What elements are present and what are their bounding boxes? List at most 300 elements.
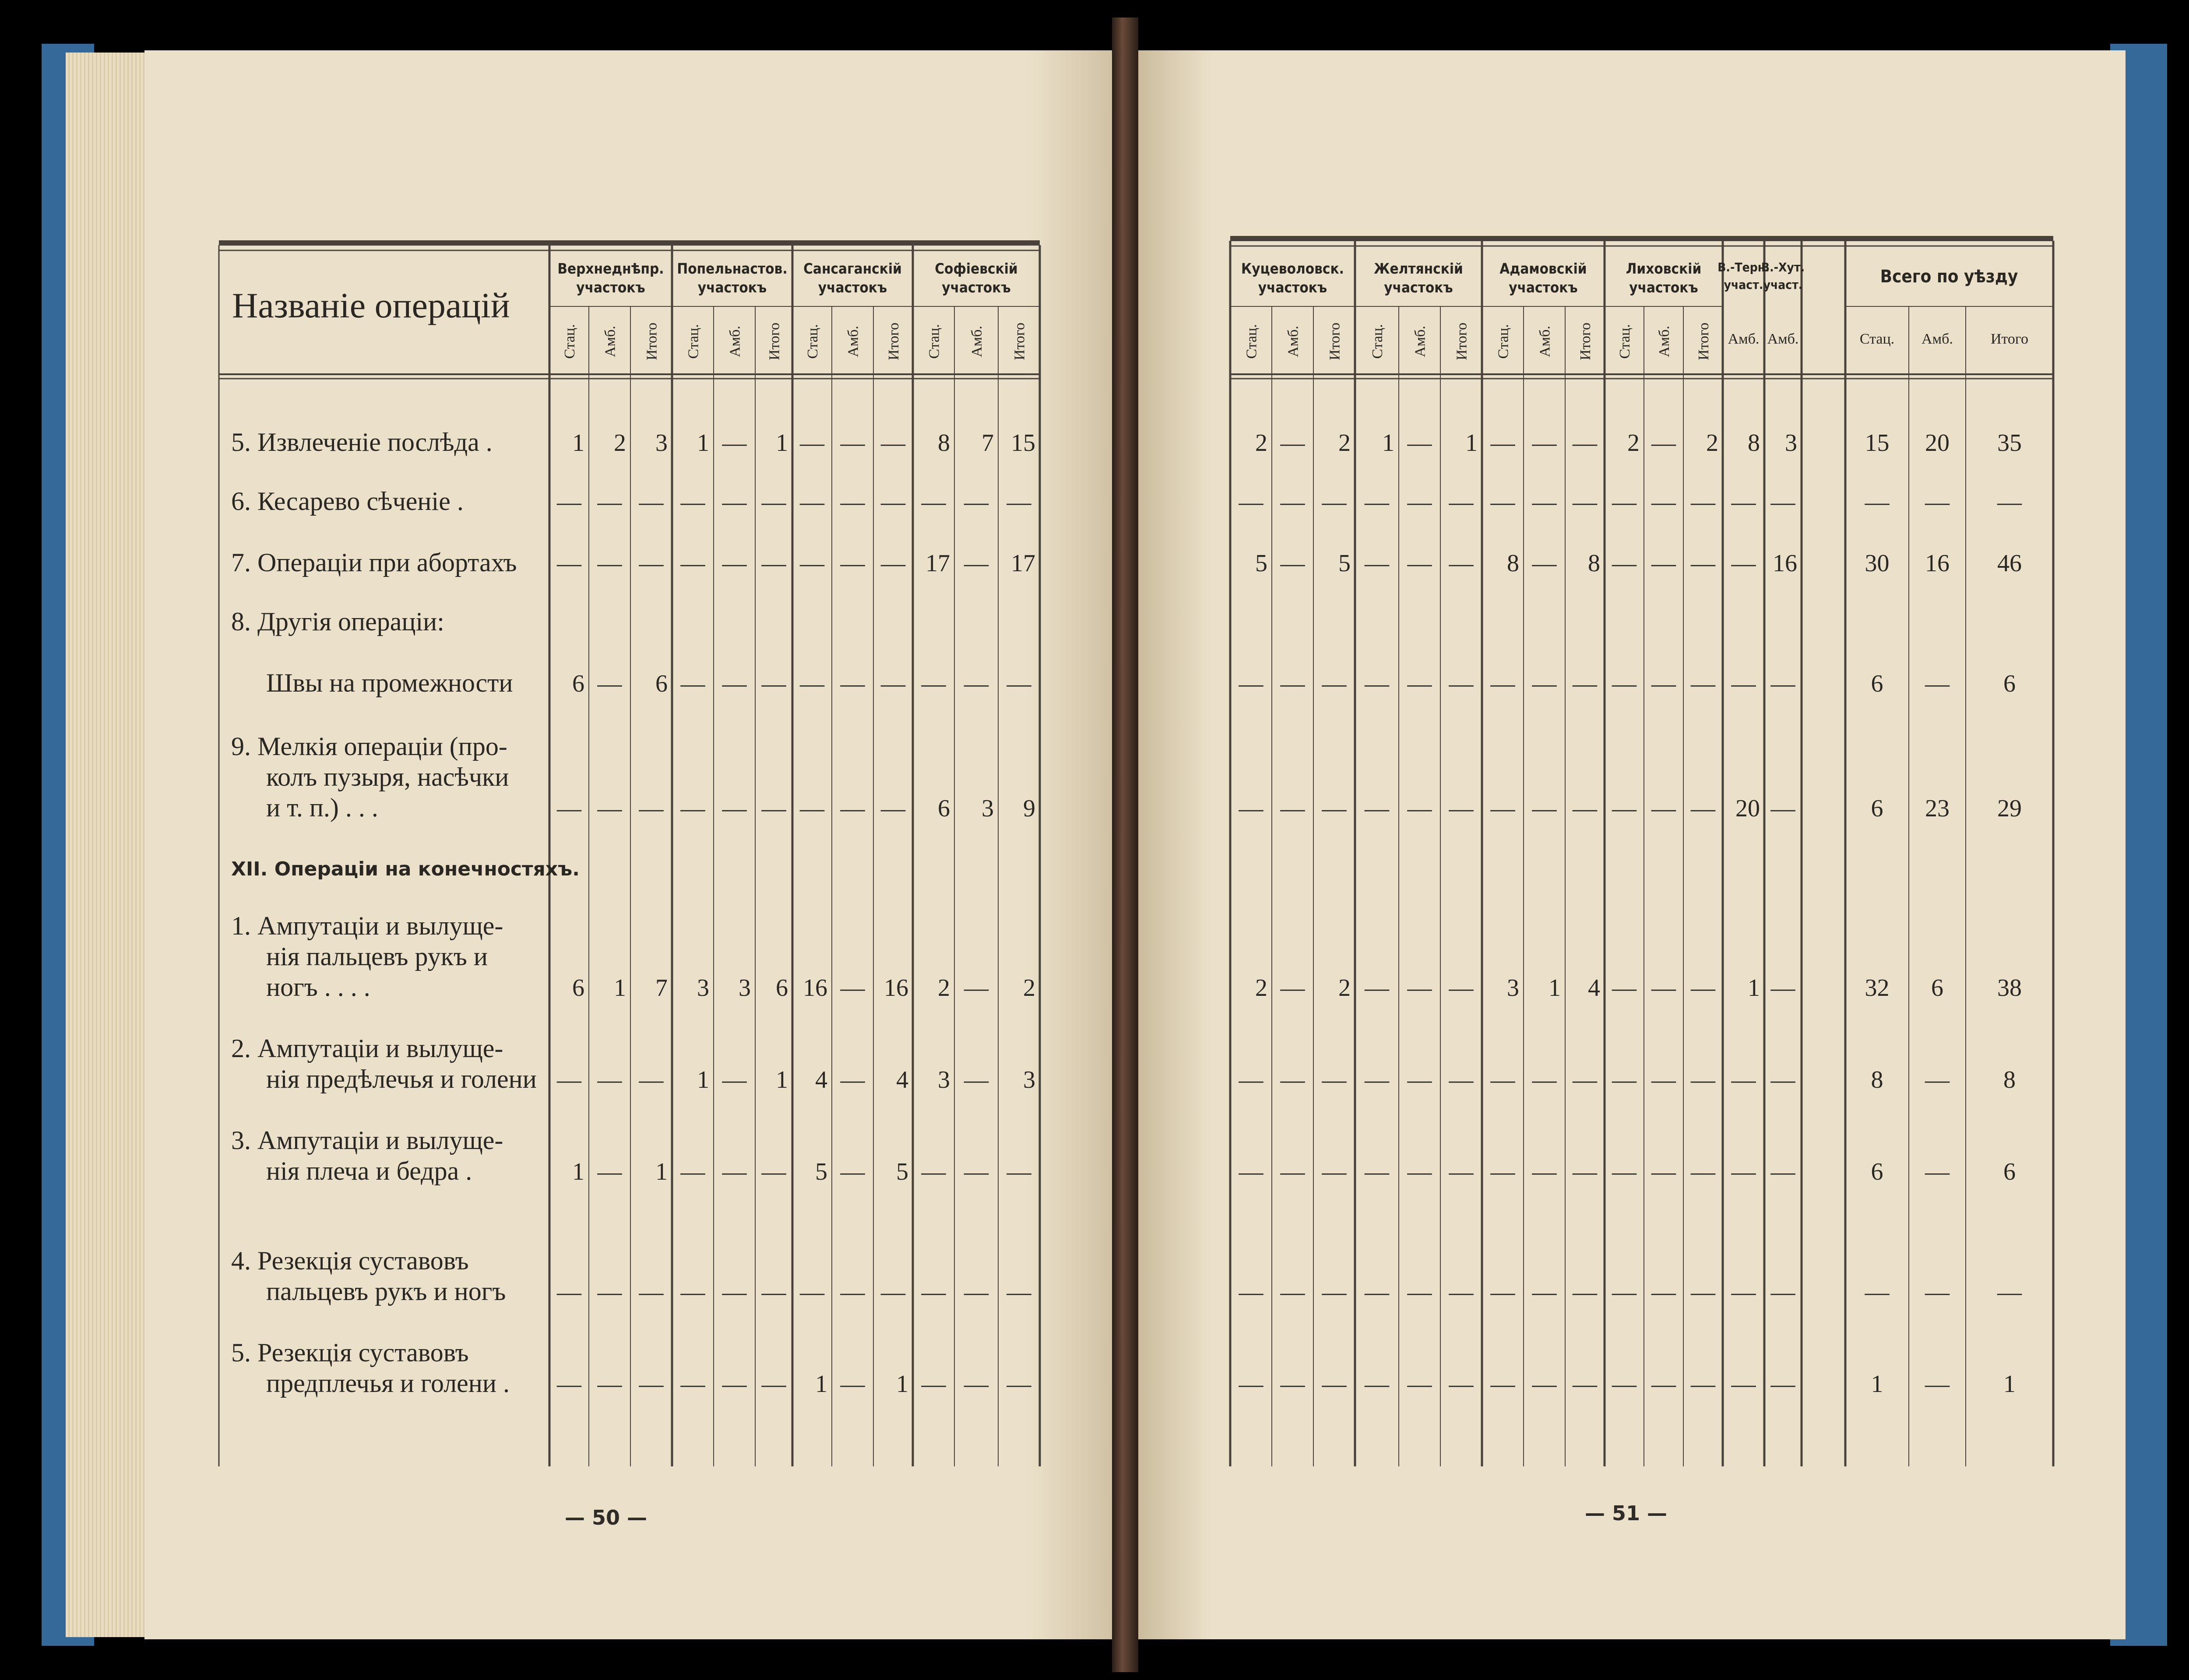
cell-dash: — (1532, 550, 1557, 577)
district-header: участокъ (1384, 279, 1453, 296)
cell-dash: — (881, 489, 905, 516)
subcolumn-header: Итого (1327, 322, 1343, 361)
cell-dash: — (840, 1371, 865, 1398)
cell-dash: — (761, 1279, 786, 1306)
cell-dash: — (1731, 1066, 1756, 1093)
cell-dash: — (1651, 974, 1676, 1002)
row-label: и т. п.) . . . (266, 793, 378, 822)
cell-value: 1 (614, 974, 626, 1002)
cell-value: 1 (1748, 974, 1760, 1002)
cell-dash: — (1532, 1158, 1557, 1185)
cell-dash: — (1770, 1066, 1795, 1093)
page-number-left: — 50 — (565, 1506, 648, 1529)
cell-dash: — (1770, 1371, 1795, 1398)
row-label: предплечья и голени . (266, 1369, 510, 1398)
cell-dash: — (1407, 670, 1432, 697)
cell-dash: — (840, 489, 865, 516)
cell-value: 16 (1773, 550, 1797, 577)
cell-value: 7 (655, 974, 668, 1002)
cell-dash: — (921, 670, 946, 697)
cell-dash: — (722, 1066, 747, 1093)
right-table (1230, 239, 2053, 1466)
row-label: 1. Ампутаціи и вылуще- (231, 911, 503, 940)
small-district-header: участ. (1763, 278, 1803, 292)
cell-dash: — (1925, 1158, 1950, 1185)
row-label: 6. Кесарево сѣченіе . (231, 487, 464, 516)
cell-dash: — (1490, 1279, 1515, 1306)
cell-dash: — (881, 795, 905, 822)
cell-dash: — (1573, 1066, 1597, 1093)
cell-value: 1 (776, 429, 788, 457)
cell-dash: — (1490, 489, 1515, 516)
cell-dash: — (1239, 1371, 1263, 1398)
district-header: Попельнастов. (677, 260, 788, 277)
cell-value: 3 (982, 795, 994, 822)
cell-dash: — (840, 795, 865, 822)
cell-dash: — (964, 670, 989, 697)
total-header: Всего по уѣзду (1880, 267, 2018, 287)
cell-value: 6 (938, 795, 950, 822)
cell-dash: — (1573, 429, 1597, 457)
cell-dash: — (840, 670, 865, 697)
cell-dash: — (1365, 1371, 1389, 1398)
cell-value: 2 (1706, 429, 1718, 457)
cell-dash: — (1612, 1371, 1636, 1398)
cell-dash: — (597, 1158, 622, 1185)
cell-dash: — (1407, 1066, 1432, 1093)
cell-value: 1 (655, 1158, 668, 1185)
label-column-header: Названіе операцій (232, 285, 510, 325)
cell-dash: — (1280, 1158, 1305, 1185)
cell-dash: — (1651, 795, 1676, 822)
row-label: 7. Операціи при абортахъ (231, 548, 517, 577)
cell-dash: — (1407, 550, 1432, 577)
cell-dash: — (1490, 1158, 1515, 1185)
cell-dash: — (840, 550, 865, 577)
cell-value: 4 (896, 1066, 908, 1093)
cell-dash: — (761, 1371, 786, 1398)
subcolumn-header: Стац. (1495, 324, 1512, 359)
cell-value: 15 (1011, 429, 1035, 457)
cell-dash: — (1612, 550, 1636, 577)
cell-dash: — (1691, 670, 1715, 697)
cell-dash: — (800, 795, 824, 822)
subcolumn-header: Амб. (969, 326, 985, 357)
left-table (219, 243, 1040, 1466)
cell-dash: — (680, 1279, 705, 1306)
subcolumn-header: Амб. (1656, 326, 1672, 357)
cell-dash: — (1490, 795, 1515, 822)
subcolumn-header: Стац. (805, 324, 821, 359)
cell-dash: — (1731, 550, 1756, 577)
cell-value: 2 (1255, 429, 1267, 457)
small-district-header: участ. (1724, 278, 1763, 292)
row-label: 2. Ампутаціи и вылуще- (231, 1034, 503, 1063)
cell-dash: — (800, 429, 824, 457)
cell-dash: — (1532, 1066, 1557, 1093)
cell-value: 5 (1338, 550, 1351, 577)
cell-dash: — (1280, 670, 1305, 697)
row-label: 4. Резекція суставовъ (231, 1246, 469, 1275)
district-header: участокъ (818, 279, 887, 296)
cell-dash: — (921, 1279, 946, 1306)
cell-dash: — (840, 1158, 865, 1185)
cell-dash: — (597, 1371, 622, 1398)
district-header: Куцеволовск. (1241, 260, 1344, 277)
cell-dash: — (1731, 1279, 1756, 1306)
cell-value: 1 (697, 1066, 709, 1093)
cell-dash: — (964, 1279, 989, 1306)
cell-dash: — (1239, 1279, 1263, 1306)
subcolumn-header: Амб. (1285, 326, 1302, 357)
cell-dash: — (1651, 1371, 1676, 1398)
cell-dash: — (1365, 1279, 1389, 1306)
cell-dash: — (597, 489, 622, 516)
cell-value: 32 (1865, 974, 1890, 1002)
cell-value: 2 (1255, 974, 1267, 1002)
district-header: участокъ (576, 279, 645, 296)
subcolumn-header: Амб. (845, 326, 862, 357)
cell-value: 2 (1338, 974, 1351, 1002)
subcolumn-header: Стац. (926, 324, 943, 359)
cell-dash: — (964, 550, 989, 577)
cell-dash: — (1490, 1066, 1515, 1093)
cell-dash: — (800, 670, 824, 697)
row-label: колъ пузыря, насѣчки (266, 763, 509, 791)
cell-dash: — (557, 795, 581, 822)
cell-value: 1 (2003, 1371, 2016, 1398)
cell-dash: — (1280, 974, 1305, 1002)
subcolumn-header: Итого (1453, 322, 1470, 361)
cell-dash: — (639, 550, 664, 577)
cell-dash: — (964, 1371, 989, 1398)
row-label: нія предѣлечья и голени (266, 1065, 537, 1093)
cell-dash: — (1532, 670, 1557, 697)
cell-dash: — (1532, 1371, 1557, 1398)
subcolumn-header: Итого (1990, 331, 2029, 347)
cell-dash: — (1651, 489, 1676, 516)
cell-dash: — (1280, 1066, 1305, 1093)
cell-dash: — (557, 1279, 581, 1306)
cell-dash: — (761, 795, 786, 822)
cell-value: 2 (1023, 974, 1035, 1002)
cell-dash: — (1997, 1279, 2022, 1306)
cell-value: 20 (1735, 795, 1760, 822)
cell-value: 17 (1011, 550, 1035, 577)
cell-dash: — (722, 670, 747, 697)
cell-dash: — (1612, 974, 1636, 1002)
cell-dash: — (1532, 429, 1557, 457)
cell-value: 8 (2003, 1066, 2016, 1093)
district-header: Лиховскій (1626, 260, 1702, 277)
cell-dash: — (1407, 974, 1432, 1002)
cell-dash: — (1449, 795, 1474, 822)
cell-dash: — (1573, 1158, 1597, 1185)
row-label: ногъ . . . . (266, 973, 370, 1002)
subcolumn-header: Итого (1577, 322, 1594, 361)
cell-dash: — (1007, 1371, 1031, 1398)
cell-dash: — (722, 1279, 747, 1306)
row-label: 5. Извлеченіе послѣда . (231, 428, 493, 457)
cell-value: 6 (655, 670, 668, 697)
cell-dash: — (1573, 1371, 1597, 1398)
cell-dash: — (1691, 974, 1715, 1002)
district-header: Адамовскій (1499, 260, 1587, 277)
subcolumn-header: Итого (1011, 322, 1028, 361)
cell-dash: — (1407, 429, 1432, 457)
cell-dash: — (1612, 795, 1636, 822)
cell-dash: — (1770, 1279, 1795, 1306)
cell-value: 15 (1865, 429, 1890, 457)
cell-dash: — (1322, 670, 1347, 697)
cell-value: 6 (572, 670, 584, 697)
row-label: Швы на промежности (266, 668, 513, 697)
cell-value: 3 (1023, 1066, 1035, 1093)
cell-dash: — (1449, 670, 1474, 697)
cell-dash: — (1731, 670, 1756, 697)
row-label: 9. Мелкія операціи (про- (231, 732, 507, 761)
cell-value: 5 (896, 1158, 908, 1185)
cell-dash: — (964, 974, 989, 1002)
subcolumn-header: Амб. (1728, 331, 1760, 347)
cell-value: 16 (803, 974, 827, 1002)
district-header: участокъ (1258, 279, 1327, 296)
cell-dash: — (1925, 670, 1950, 697)
cell-dash: — (1651, 429, 1676, 457)
cell-value: 1 (776, 1066, 788, 1093)
cell-dash: — (1322, 1066, 1347, 1093)
cell-dash: — (1007, 489, 1031, 516)
cell-dash: — (1322, 1158, 1347, 1185)
cell-dash: — (921, 1158, 946, 1185)
cell-value: 6 (2003, 1158, 2016, 1185)
cell-dash: — (840, 1279, 865, 1306)
cell-dash: — (1322, 489, 1347, 516)
district-header: участокъ (942, 279, 1011, 296)
cell-dash: — (1322, 1371, 1347, 1398)
cell-dash: — (1407, 1279, 1432, 1306)
subcolumn-header: Стац. (1859, 331, 1895, 347)
cell-dash: — (1407, 489, 1432, 516)
cell-dash: — (639, 1066, 664, 1093)
cell-dash: — (1280, 795, 1305, 822)
cell-dash: — (1731, 489, 1756, 516)
subcolumn-header: Итого (644, 322, 660, 361)
cell-dash: — (1407, 1158, 1432, 1185)
cell-dash: — (680, 550, 705, 577)
cell-dash: — (1239, 489, 1263, 516)
cell-dash: — (722, 429, 747, 457)
cell-value: 8 (1748, 429, 1760, 457)
subcolumn-header: Амб. (727, 326, 743, 357)
cell-dash: — (1691, 550, 1715, 577)
cell-dash: — (1365, 1158, 1389, 1185)
cell-dash: — (1573, 489, 1597, 516)
small-district-header: В.-Терн. (1717, 260, 1770, 274)
cell-value: 2 (938, 974, 950, 1002)
cell-dash: — (1007, 670, 1031, 697)
cell-dash: — (1449, 550, 1474, 577)
cell-dash: — (680, 1371, 705, 1398)
cell-dash: — (1651, 1279, 1676, 1306)
subcolumn-header: Стац. (1243, 324, 1260, 359)
cell-dash: — (1449, 1371, 1474, 1398)
cell-dash: — (1731, 1371, 1756, 1398)
cell-dash: — (761, 1158, 786, 1185)
cell-dash: — (1691, 489, 1715, 516)
cell-value: 20 (1925, 429, 1950, 457)
cell-value: 1 (1382, 429, 1394, 457)
cell-dash: — (964, 1158, 989, 1185)
cell-dash: — (1449, 1279, 1474, 1306)
subcolumn-header: Стац. (562, 324, 578, 359)
cell-value: 2 (614, 429, 626, 457)
cell-dash: — (1770, 670, 1795, 697)
cell-value: 1 (1871, 1371, 1883, 1398)
cell-dash: — (1573, 795, 1597, 822)
subcolumn-header: Стац. (1369, 324, 1386, 359)
cell-dash: — (1612, 1158, 1636, 1185)
cell-value: 4 (815, 1066, 827, 1093)
cell-value: 16 (1925, 550, 1950, 577)
cell-dash: — (722, 1371, 747, 1398)
cell-value: 6 (2003, 670, 2016, 697)
cell-value: 1 (572, 429, 584, 457)
cell-value: 23 (1925, 795, 1950, 822)
cell-dash: — (1239, 670, 1263, 697)
cell-dash: — (1865, 1279, 1890, 1306)
cell-dash: — (1925, 1066, 1950, 1093)
cell-dash: — (1573, 670, 1597, 697)
cell-dash: — (680, 1158, 705, 1185)
cell-dash: — (1280, 489, 1305, 516)
cell-dash: — (1365, 670, 1389, 697)
subcolumn-header: Амб. (1767, 331, 1799, 347)
cell-dash: — (964, 1066, 989, 1093)
cell-dash: — (921, 489, 946, 516)
cell-dash: — (761, 550, 786, 577)
cell-dash: — (1691, 1158, 1715, 1185)
cell-dash: — (1239, 1066, 1263, 1093)
cell-value: 8 (1871, 1066, 1883, 1093)
subcolumn-header: Итого (1696, 322, 1712, 361)
cell-value: 6 (1871, 670, 1883, 697)
cell-value: 6 (1871, 795, 1883, 822)
subcolumn-header: Амб. (1412, 326, 1429, 357)
cell-dash: — (1731, 1158, 1756, 1185)
cell-dash: — (1997, 489, 2022, 516)
cell-dash: — (639, 1279, 664, 1306)
cell-dash: — (1651, 1066, 1676, 1093)
district-header: участокъ (697, 279, 767, 296)
cell-dash: — (1651, 550, 1676, 577)
subcolumn-header: Итого (886, 322, 902, 361)
cell-dash: — (1532, 795, 1557, 822)
cell-dash: — (1612, 670, 1636, 697)
cell-dash: — (1612, 1279, 1636, 1306)
cell-dash: — (1365, 1066, 1389, 1093)
cell-dash: — (1490, 1371, 1515, 1398)
row-label: XII. Операціи на конечностяхъ. (231, 858, 580, 880)
district-header: Сансаганскій (803, 260, 902, 277)
cell-dash: — (800, 550, 824, 577)
cell-value: 17 (926, 550, 950, 577)
cell-value: 1 (815, 1371, 827, 1398)
row-label: нія плеча и бедра . (266, 1156, 472, 1185)
cell-value: 3 (655, 429, 668, 457)
cell-dash: — (639, 489, 664, 516)
cell-dash: — (761, 670, 786, 697)
cell-dash: — (1925, 489, 1950, 516)
cell-dash: — (1407, 1371, 1432, 1398)
cell-value: 1 (572, 1158, 584, 1185)
cell-value: 35 (1997, 429, 2022, 457)
cell-dash: — (1651, 1158, 1676, 1185)
cell-value: 30 (1865, 550, 1890, 577)
cell-dash: — (597, 550, 622, 577)
cell-dash: — (1532, 489, 1557, 516)
cell-dash: — (557, 1066, 581, 1093)
cell-value: 1 (896, 1371, 908, 1398)
cell-value: 2 (1338, 429, 1351, 457)
cell-dash: — (800, 1279, 824, 1306)
cell-value: 3 (1785, 429, 1797, 457)
row-label: нія пальцевъ рукъ и (266, 942, 488, 971)
cell-dash: — (597, 1066, 622, 1093)
cell-value: 6 (776, 974, 788, 1002)
district-header: Софіевскій (935, 260, 1018, 277)
cell-value: 16 (884, 974, 908, 1002)
cell-dash: — (597, 1279, 622, 1306)
row-label: 5. Резекція суставовъ (231, 1338, 469, 1367)
cell-dash: — (557, 489, 581, 516)
cell-value: 3 (739, 974, 751, 1002)
cell-value: 3 (697, 974, 709, 1002)
cell-value: 2 (1627, 429, 1640, 457)
cell-dash: — (1449, 489, 1474, 516)
cell-dash: — (1280, 550, 1305, 577)
cell-dash: — (1280, 1279, 1305, 1306)
cell-dash: — (1365, 550, 1389, 577)
cell-dash: — (1770, 974, 1795, 1002)
cell-dash: — (557, 1371, 581, 1398)
cell-value: 9 (1023, 795, 1035, 822)
cell-value: 7 (982, 429, 994, 457)
cell-dash: — (881, 1279, 905, 1306)
cell-dash: — (1007, 1158, 1031, 1185)
cell-dash: — (639, 795, 664, 822)
cell-dash: — (1449, 1066, 1474, 1093)
cell-dash: — (1280, 429, 1305, 457)
cell-value: 3 (1507, 974, 1519, 1002)
cell-value: 6 (1871, 1158, 1883, 1185)
cell-dash: — (1280, 1371, 1305, 1398)
cell-dash: — (680, 795, 705, 822)
cell-dash: — (680, 489, 705, 516)
cell-dash: — (1691, 1066, 1715, 1093)
row-label: пальцевъ рукъ и ногъ (266, 1277, 506, 1306)
cell-value: 8 (1588, 550, 1600, 577)
subcolumn-header: Стац. (1617, 324, 1633, 359)
cell-dash: — (1612, 1066, 1636, 1093)
subcolumn-header: Амб. (1922, 331, 1953, 347)
cell-dash: — (1925, 1279, 1950, 1306)
cell-dash: — (557, 550, 581, 577)
cell-dash: — (722, 1158, 747, 1185)
cell-value: 5 (1255, 550, 1267, 577)
cell-dash: — (597, 670, 622, 697)
cell-dash: — (761, 489, 786, 516)
